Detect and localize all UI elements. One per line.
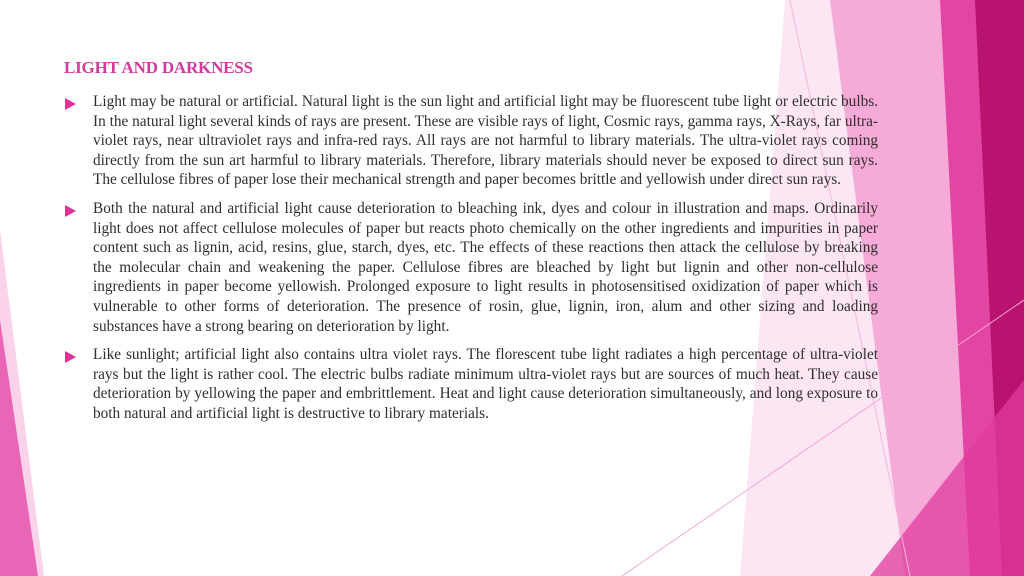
slide-title: LIGHT AND DARKNESS <box>64 58 253 77</box>
triangle-bullet-icon <box>65 351 76 363</box>
bullet-text: Both the natural and artificial light cause deterioration to bleaching ink, dyes and colour in illustration and maps. Ordinarily light does not affect cellulose molecules of paper but reacts photo chemically on the other ingredients and impurities in paper content such as lignin, acid, resins, glue, starch, dyes, etc. The effects of these reactions then attack the cellulose by breaking the molecular chain and weakening the paper. Cellulose fibres are bleached by light but lignin and other non-cellulose ingredients in paper become yellowish. Prolonged exposure to light results in photosensitised oxidization of paper which is vulnerable to other forms of deterioration. The presence of rosin, glue, lignin, iron, alum and other sizing and loading substances have a strong bearing on deterioration by light. <box>93 199 878 335</box>
list-item <box>64 92 878 190</box>
list-item <box>64 199 878 336</box>
bullet-text: Like sunlight; artificial light also contains ultra violet rays. The florescent tube light radiates a high percentage of ultra-violet rays but the light is rather cool. The electric bulbs radiate minimum ultra-violet rays but are sources of much heat. They cause deterioration by yellowing the paper and embrittlement. Heat and light cause deterioration simultaneously, and long exposure to both natural and artificial light is destructive to library materials. <box>93 346 878 422</box>
bullet-list <box>64 92 878 433</box>
triangle-bullet-icon <box>65 205 76 217</box>
bullet-text: Light may be natural or artificial. Natural light is the sun light and artificial light may be fluorescent tube light or electric bulbs. In the natural light several kinds of rays are present. These are visible rays of light, Cosmic rays, gamma rays, X-Rays, far ultra-violet rays, near ultraviolet rays and infra-red rays. All rays are not harmful to library materials. The ultra-violet rays coming directly from the sun art harmful to library materials. Therefore, library materials should never be exposed to direct sun rays. The cellulose fibres of paper lose their mechanical strength and paper becomes brittle and yellowish under direct sun rays. <box>93 93 878 189</box>
triangle-bullet-icon <box>65 98 76 110</box>
list-item <box>64 345 878 423</box>
